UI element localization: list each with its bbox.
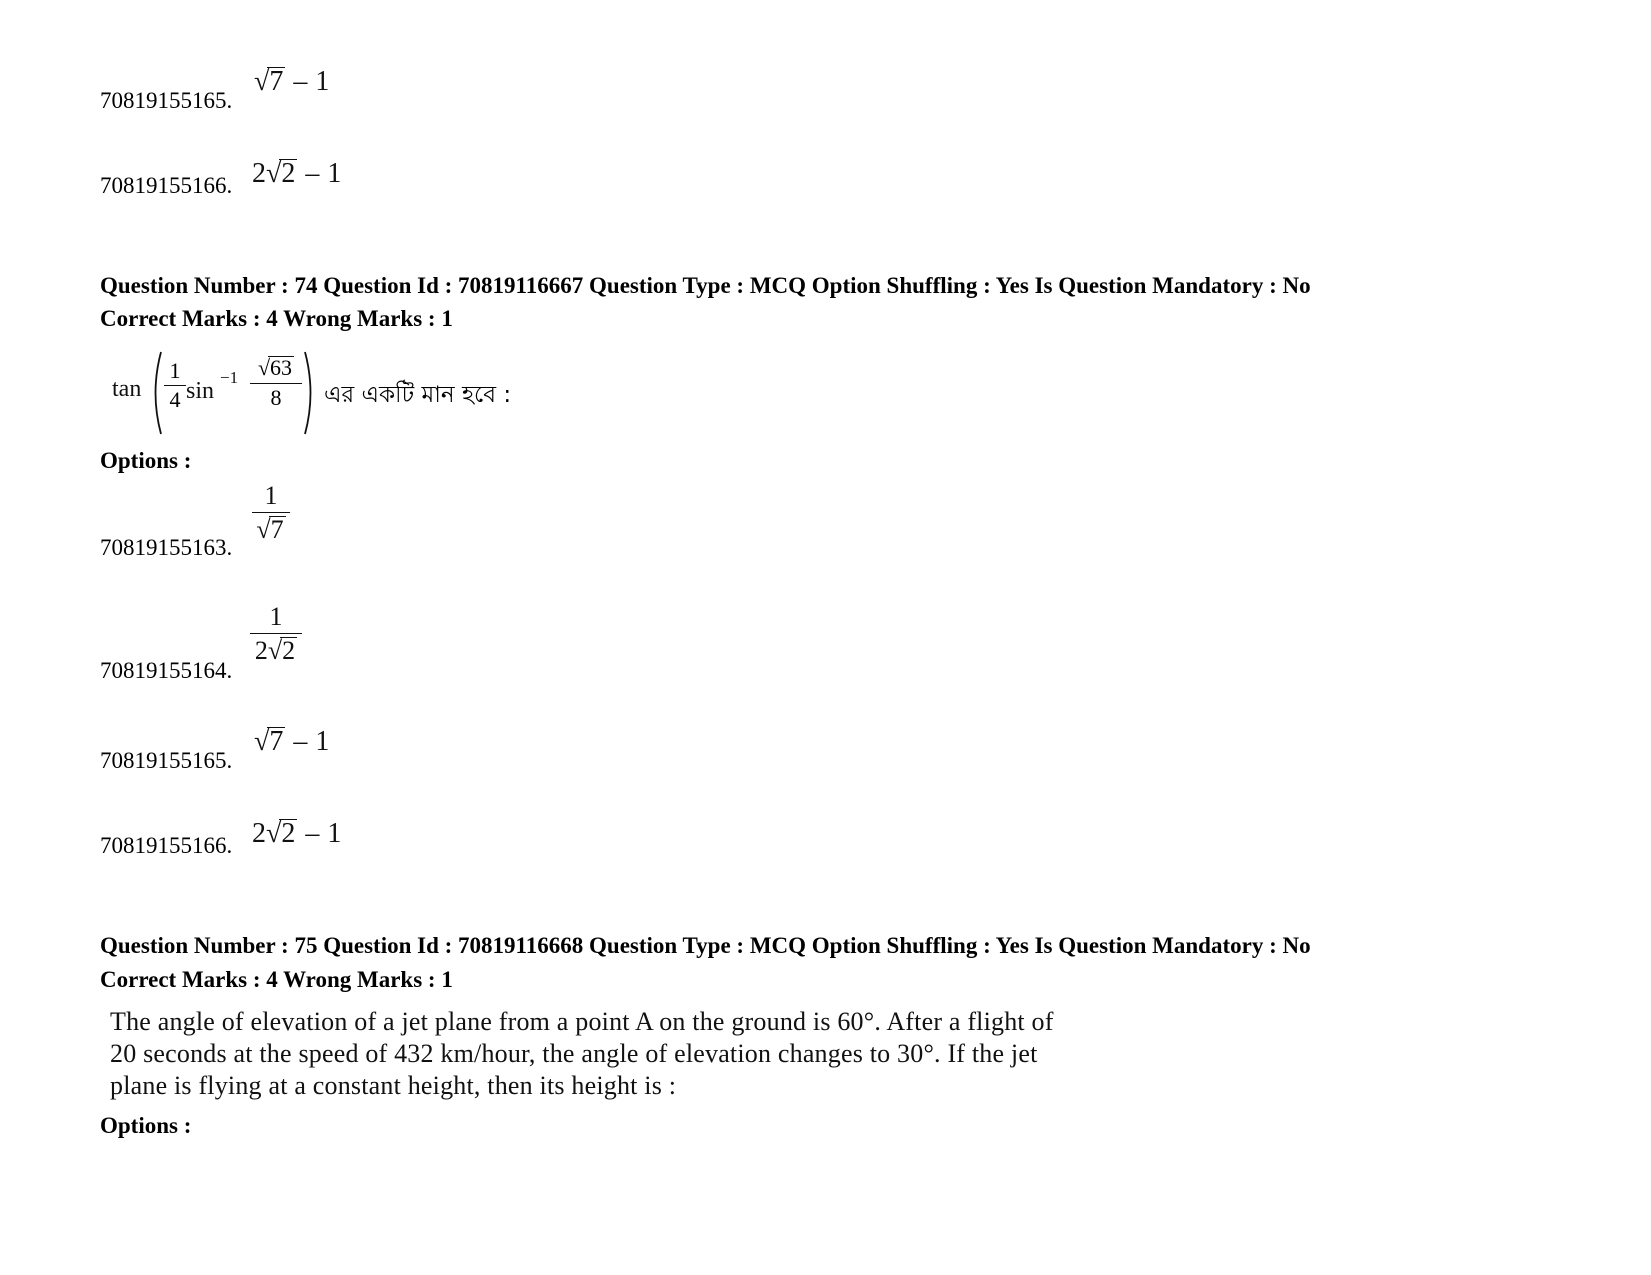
options-label: Options : [100,448,192,473]
question-marks: Correct Marks : 4 Wrong Marks : 1 [100,306,453,331]
question-text-line: 20 seconds at the speed of 432 km/hour, the angle of elevation changes to 30°. If the jet [110,1039,1038,1068]
question-header: Question Number : 75 Question Id : 70819116668 Question Type : MCQ Option Shuffling : Yes Is Question Mandatory : No [100,933,1311,958]
option-expression: 2√2 – 1 [252,818,342,849]
option-expression: 2√2 – 1 [252,158,342,189]
question-header: Question Number : 74 Question Id : 70819116667 Question Type : MCQ Option Shuffling : Yes Is Question Mandatory : No [100,273,1311,298]
question-marks: Correct Marks : 4 Wrong Marks : 1 [100,967,453,992]
option-expression: √7 – 1 [254,66,330,97]
option-id: 70819155165. [100,748,233,773]
bengali-stem-text: এর একটি মান হবে : [324,382,512,408]
question-text-line: plane is flying at a constant height, then its height is : [110,1071,677,1100]
fraction-one-quarter: 1 4 [164,360,186,411]
option-id: 70819155166. [100,833,233,858]
options-label: Options : [100,1113,192,1138]
question-text-line: The angle of elevation of a jet plane from a point A on the ground is 60°. After a flight of [110,1007,1054,1036]
option-expression: √7 – 1 [254,726,330,757]
left-paren [148,350,164,436]
option-id: 70819155164. [100,658,233,683]
sqrt-symbol: √2 [266,158,296,189]
tan-function: tan [112,376,142,402]
question-text [110,1006,1150,1102]
sqrt-symbol: √7 [254,66,284,97]
option-id: 70819155165. [100,88,233,113]
right-paren [302,350,318,436]
sqrt-symbol: √7 [254,726,284,757]
option-fraction: 1 2√2 [250,604,302,664]
option-id: 70819155166. [100,173,233,198]
option-fraction: 1 √7 [252,483,290,543]
inverse-exponent: −1 [220,368,239,387]
sqrt-symbol: √2 [266,818,296,849]
fraction-sqrt63-over-8: √63 8 [250,356,302,409]
question-stem [108,346,548,438]
option-id: 70819155163. [100,535,233,560]
sin-function: sin [186,378,215,404]
